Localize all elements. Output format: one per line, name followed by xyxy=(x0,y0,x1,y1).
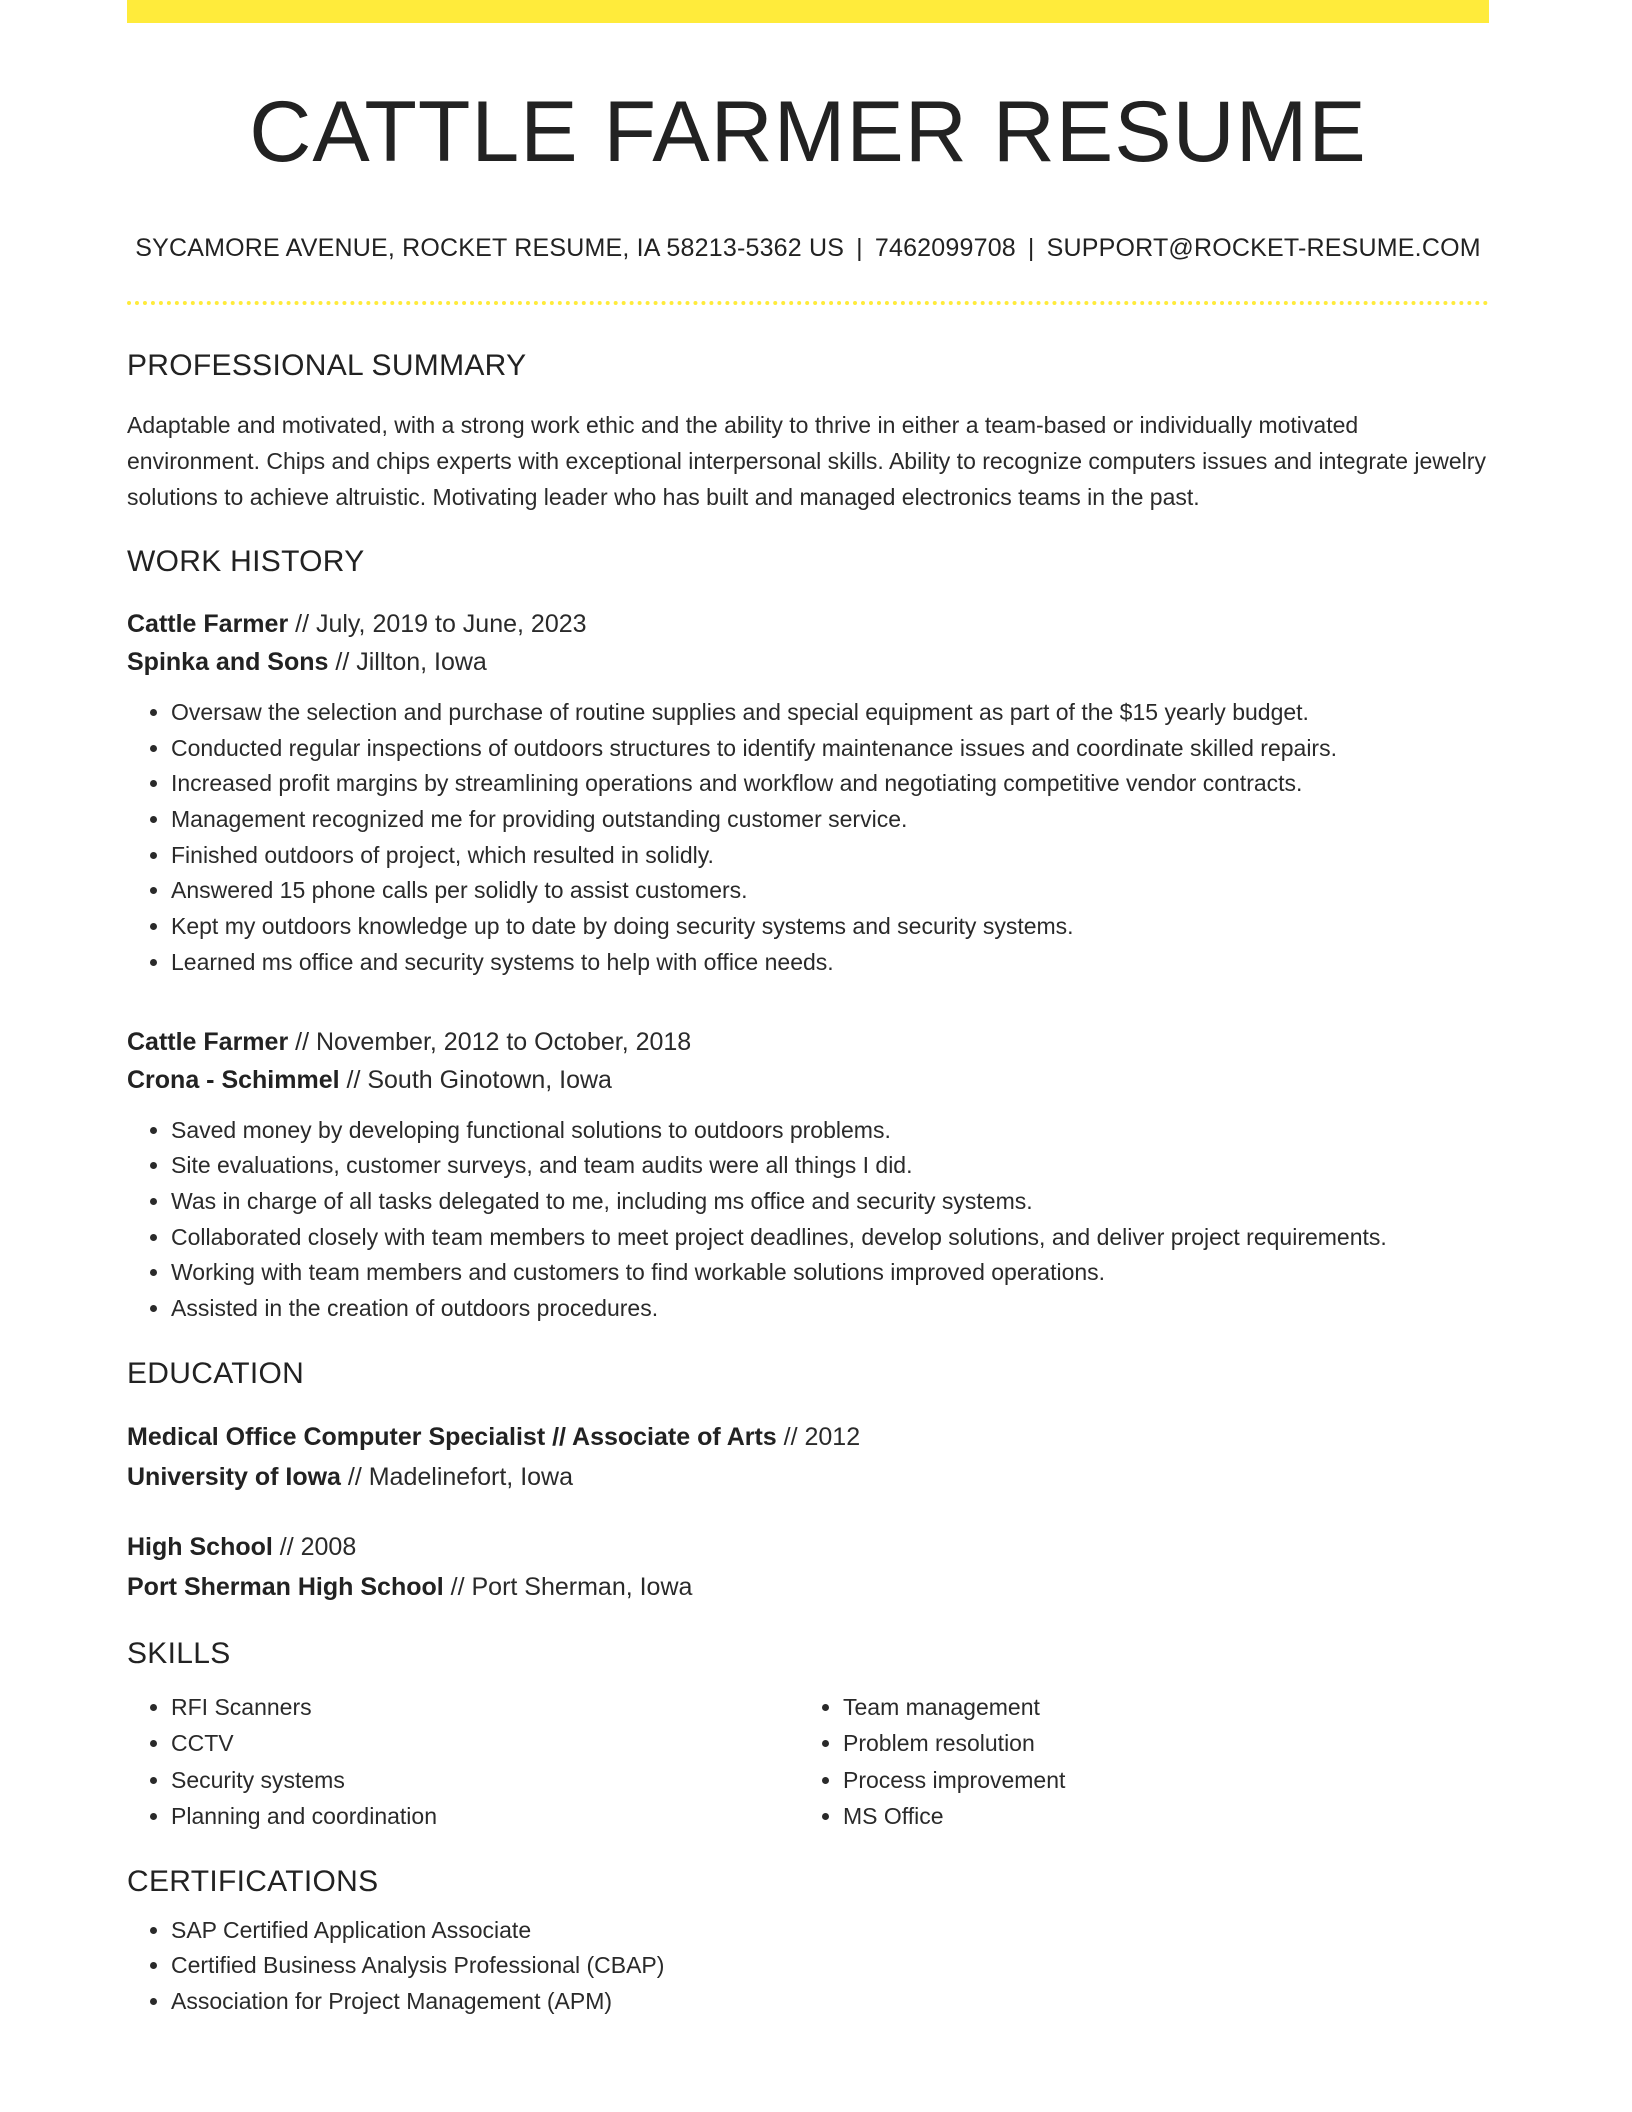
section-title-education: EDUCATION xyxy=(127,1356,305,1390)
list-item: • Kept my outdoors knowledge up to date by doing security systems and security systems. xyxy=(171,909,1489,945)
job-location: // South Ginotown, Iowa xyxy=(339,1065,612,1094)
list-item: • Management recognized me for providing outstanding customer service. xyxy=(171,802,1489,838)
list-item: • Process improvement xyxy=(843,1762,1471,1799)
education-degree: High School xyxy=(127,1532,273,1561)
email: SUPPORT@ROCKET-RESUME.COM xyxy=(1046,233,1481,262)
list-item: • Site evaluations, customer surveys, and team audits were all things I did. xyxy=(171,1148,1489,1184)
job-company: Spinka and Sons xyxy=(127,647,329,676)
education-degree: Medical Office Computer Specialist // Associate of Arts xyxy=(127,1422,777,1451)
education-school: University of Iowa xyxy=(127,1462,341,1491)
list-item: • Was in charge of all tasks delegated to me, including ms office and security systems. xyxy=(171,1184,1489,1220)
education-school-line xyxy=(127,1567,1489,1607)
section-title-work-history: WORK HISTORY xyxy=(127,544,365,578)
skills-columns xyxy=(127,1689,1489,1835)
contact-line xyxy=(127,234,1489,263)
list-item: • Answered 15 phone calls per solidly to assist customers. xyxy=(171,873,1489,909)
section-title-skills: SKILLS xyxy=(127,1636,231,1670)
education-year: // 2008 xyxy=(272,1532,357,1561)
list-item: • RFI Scanners xyxy=(171,1689,799,1726)
list-item: • Finished outdoors of project, which resulted in solidly. xyxy=(171,838,1489,874)
list-item: • Conducted regular inspections of outdoors structures to identify maintenance issues and coordinate skilled repairs. xyxy=(171,731,1489,767)
education-school: Port Sherman High School xyxy=(127,1572,444,1601)
list-item: • Learned ms office and security systems to help with office needs. xyxy=(171,945,1489,981)
job-entry xyxy=(127,605,1489,981)
job-role-line xyxy=(127,1023,1489,1061)
list-item: • Certified Business Analysis Professional (CBAP) xyxy=(171,1948,1489,1984)
job-role-line xyxy=(127,605,1489,643)
list-item: • Planning and coordination xyxy=(171,1798,799,1835)
job-role: Cattle Farmer xyxy=(127,1027,289,1056)
education-degree-line xyxy=(127,1527,1489,1567)
skills-list-left xyxy=(127,1689,799,1835)
dotted-divider xyxy=(127,301,1489,305)
job-bullets xyxy=(127,1113,1489,1327)
list-item: • Team management xyxy=(843,1689,1471,1726)
job-dates: // July, 2019 to June, 2023 xyxy=(288,609,587,638)
list-item: • Association for Project Management (APM) xyxy=(171,1984,1489,2020)
education-entry xyxy=(127,1527,1489,1607)
list-item: • Security systems xyxy=(171,1762,799,1799)
list-item: • Collaborated closely with team members to meet project deadlines, develop solutions, and deliver project requirements. xyxy=(171,1220,1489,1256)
list-item: • SAP Certified Application Associate xyxy=(171,1913,1489,1949)
resume-title: CATTLE FARMER RESUME xyxy=(249,84,1367,180)
summary-text: Adaptable and motivated, with a strong work ethic and the ability to thrive in either a team-based or individually motivated environment. Chips and chips experts with exceptional interpersonal skills. Ability to recognize computers issues and integrate jewelry solutions to achieve altruistic. Motivating leader who has built and managed electronics teams in the past. xyxy=(127,411,1486,510)
skills-list-right xyxy=(799,1689,1471,1835)
list-item: • Saved money by developing functional solutions to outdoors problems. xyxy=(171,1113,1489,1149)
list-item: • Problem resolution xyxy=(843,1725,1471,1762)
job-location: // Jillton, Iowa xyxy=(328,647,487,676)
job-company-line xyxy=(127,643,1489,681)
certifications-list xyxy=(127,1913,1489,2020)
separator: | xyxy=(856,233,863,262)
top-accent-bar xyxy=(127,0,1489,23)
list-item: • Oversaw the selection and purchase of routine supplies and special equipment as part of the $15 yearly budget. xyxy=(171,695,1489,731)
resume-page xyxy=(127,0,1489,2020)
job-bullets xyxy=(127,695,1489,981)
job-dates: // November, 2012 to October, 2018 xyxy=(288,1027,692,1056)
education-entry xyxy=(127,1417,1489,1497)
address: SYCAMORE AVENUE, ROCKET RESUME, IA 58213-5362 US xyxy=(135,233,845,262)
separator: | xyxy=(1027,233,1035,262)
education-location: // Madelinefort, Iowa xyxy=(340,1462,574,1491)
phone: 7462099708 xyxy=(874,233,1016,262)
job-company: Crona - Schimmel xyxy=(127,1065,340,1094)
section-title-summary: PROFESSIONAL SUMMARY xyxy=(127,348,527,382)
list-item: • Assisted in the creation of outdoors procedures. xyxy=(171,1291,1489,1327)
job-company-line xyxy=(127,1061,1489,1099)
job-role: Cattle Farmer xyxy=(127,609,289,638)
education-year: // 2012 xyxy=(776,1422,861,1451)
education-location: // Port Sherman, Iowa xyxy=(443,1572,693,1601)
job-entry xyxy=(127,1023,1489,1327)
education-degree-line xyxy=(127,1417,1489,1457)
list-item: • CCTV xyxy=(171,1725,799,1762)
list-item: • MS Office xyxy=(843,1798,1471,1835)
education-school-line xyxy=(127,1457,1489,1497)
section-title-certifications: CERTIFICATIONS xyxy=(127,1864,379,1898)
list-item: • Increased profit margins by streamlining operations and workflow and negotiating competitive vendor contracts. xyxy=(171,766,1489,802)
list-item: • Working with team members and customers to find workable solutions improved operations. xyxy=(171,1255,1489,1291)
